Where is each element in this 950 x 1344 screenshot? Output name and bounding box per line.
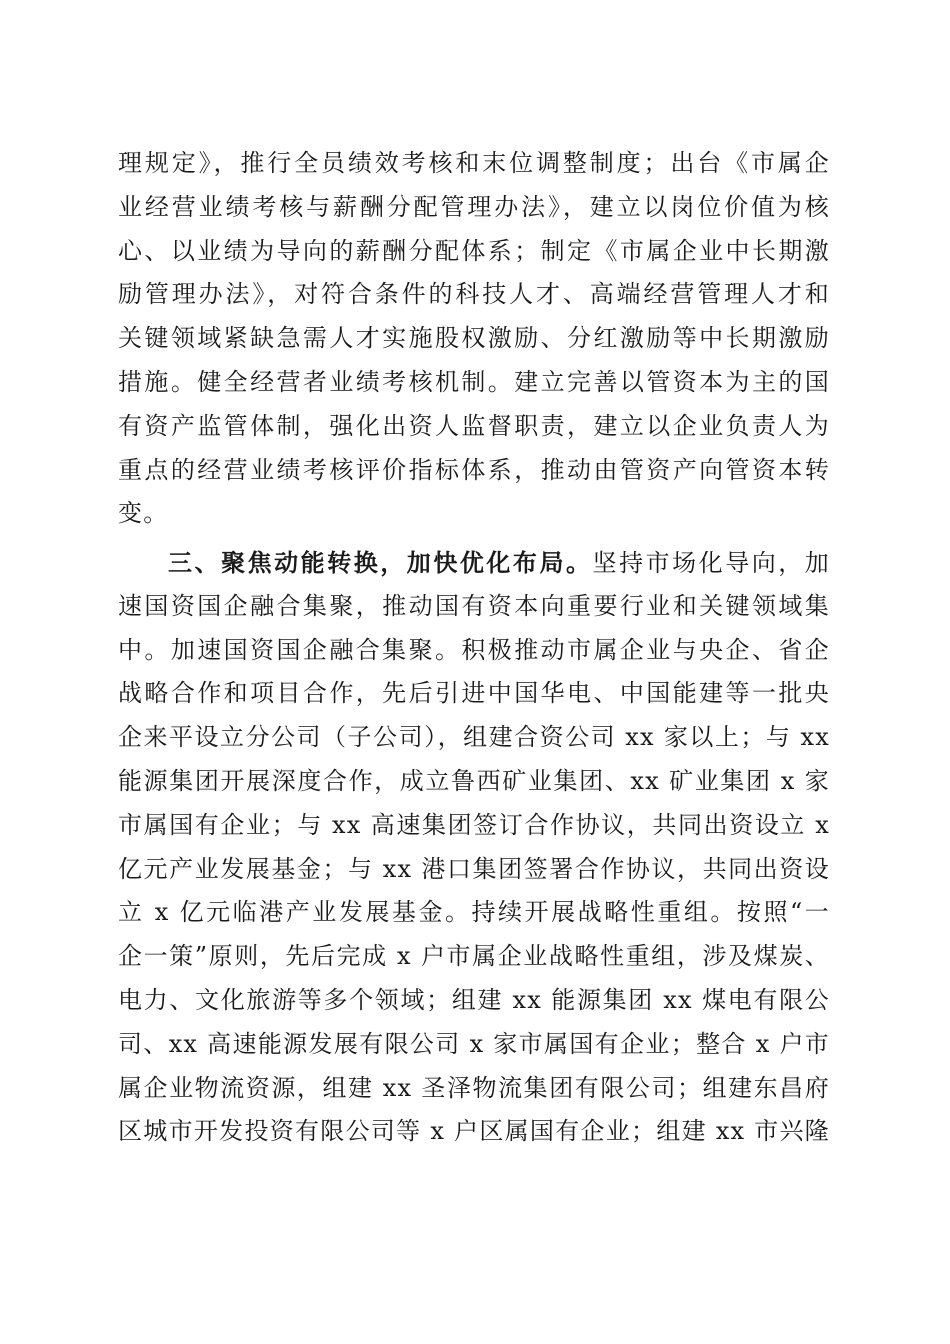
paragraph-1-line: 励管理办法》，对符合条件的科技人才、高端经营管理人才和 bbox=[118, 280, 830, 309]
paragraph-2-line: 企来平设立分公司（子公司），组建合资公司 xx 家以上；与 xx bbox=[118, 723, 830, 752]
paragraph-1-line: 有资产监管体制，强化出资人监督职责，建立以企业负责人为 bbox=[118, 411, 830, 440]
paragraph-1-line: 业经营业绩考核与薪酬分配管理办法》，建立以岗位价值为核 bbox=[118, 192, 830, 221]
paragraph-2-line: 企一策”原则，先后完成 x 户市属企业战略性重组，涉及煤炭、 bbox=[118, 942, 830, 971]
paragraph-2-line: 战略合作和项目合作，先后引进中国华电、中国能建等一批央 bbox=[118, 679, 830, 708]
section-heading: 三、聚焦动能转换，加快优化布局。 bbox=[168, 548, 593, 577]
paragraph-1-line: 变。 bbox=[118, 499, 169, 528]
paragraph-1-line: 理规定》，推行全员绩效考核和末位调整制度；出台《市属企 bbox=[118, 149, 830, 177]
paragraph-2 bbox=[118, 541, 830, 1154]
paragraph-1-line: 重点的经营业绩考核评价指标体系，推动由管资产向管资本转 bbox=[118, 455, 830, 484]
paragraph-2-first-line bbox=[118, 541, 830, 585]
paragraph-2-line: 亿元产业发展基金；与 xx 港口集团签署合作协议，共同出资设 bbox=[118, 854, 830, 883]
paragraph-2-line: 能源集团开展深度合作，成立鲁西矿业集团、xx 矿业集团 x 家 bbox=[118, 766, 830, 795]
paragraph-1-line: 措施。健全经营者业绩考核机制。建立完善以管资本为主的国 bbox=[118, 367, 830, 396]
paragraph-2-line: 立 x 亿元临港产业发展基金。持续开展战略性重组。按照“一 bbox=[118, 898, 830, 927]
paragraph-2-line: 属企业物流资源，组建 xx 圣泽物流集团有限公司；组建东昌府 bbox=[118, 1073, 830, 1102]
paragraph-1-line: 心、以业绩为导向的薪酬分配体系；制定《市属企业中长期激 bbox=[118, 236, 830, 265]
paragraph-2-line: 区城市开发投资有限公司等 x 户区属国有企业；组建 xx 市兴隆 bbox=[118, 1117, 830, 1146]
paragraph-1 bbox=[118, 142, 830, 536]
paragraph-2-line: 电力、文化旅游等多个领域；组建 xx 能源集团 xx 煤电有限公 bbox=[118, 985, 830, 1014]
paragraph-2-line: 市属国有企业；与 xx 高速集团签订合作协议，共同出资设立 x bbox=[118, 810, 830, 839]
paragraph-2-line: 速国资国企融合集聚，推动国有资本向重要行业和关键领域集 bbox=[118, 591, 830, 620]
paragraph-2-line: 司、xx 高速能源发展有限公司 x 家市属国有企业；整合 x 户市 bbox=[118, 1029, 830, 1058]
paragraph-1-line: 关键领域紧缺急需人才实施股权激励、分红激励等中长期激励 bbox=[118, 324, 830, 353]
paragraph-2-first-line-text: 坚持市场化导向，加 bbox=[592, 549, 830, 577]
paragraph-2-line: 中。加速国资国企融合集聚。积极推动市属企业与央企、省企 bbox=[118, 635, 830, 664]
